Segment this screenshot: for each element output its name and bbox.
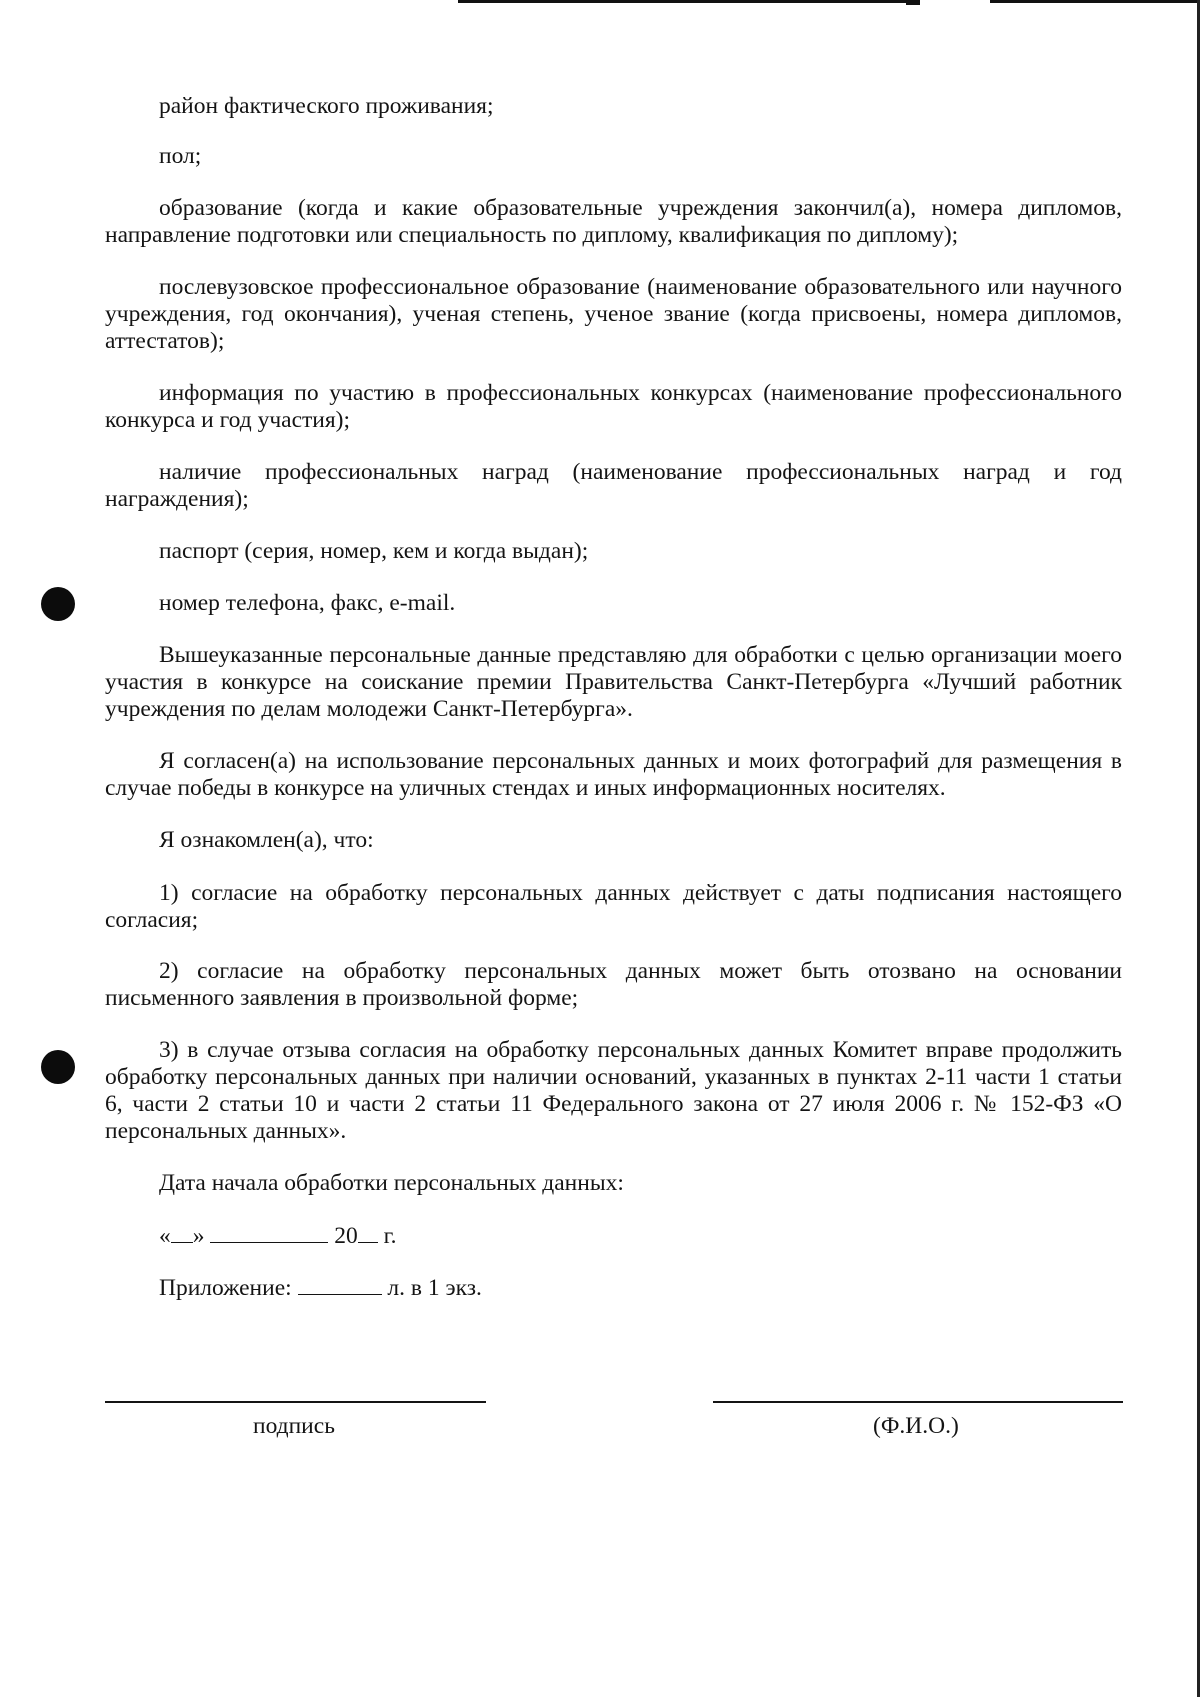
attachment-blank	[298, 1274, 382, 1295]
list-item-education: образование (когда и какие образовательные учреждения закончил(а), номера дипломов, направление подготовки или специальность по диплому, квалификация по диплому);	[105, 195, 1122, 248]
purpose-paragraph: Вышеуказанные персональные данные представляю для обработки с целью организации моего участия в конкурсе на соискание премии Правительства Санкт-Петербурга «Лучший работник учреждения по делам молодежи Санкт-Петербурга».	[105, 642, 1122, 722]
list-item-residence-district: район фактического проживания;	[159, 93, 494, 119]
scan-top-rule	[990, 0, 1200, 3]
year-blank	[358, 1222, 378, 1243]
list-item-contacts: номер телефона, факс, e-mail.	[159, 590, 456, 616]
attachment-suffix: л. в 1 экз.	[387, 1275, 482, 1301]
start-date-label: Дата начала обработки персональных данных:	[159, 1170, 624, 1196]
month-blank	[210, 1222, 328, 1243]
list-item-awards: наличие профессиональных наград (наименование профессиональных наград и год награждения);	[105, 459, 1122, 512]
full-name-caption: (Ф.И.О.)	[873, 1413, 959, 1439]
scan-top-mark	[906, 0, 920, 5]
photo-consent-paragraph: Я согласен(а) на использование персональных данных и моих фотографий для размещения в случае победы в конкурсе на уличных стендах и иных информационных носителях.	[105, 748, 1122, 801]
punch-hole	[41, 587, 75, 621]
acknowledged-point: 2) согласие на обработку персональных данных может быть отозвано на основании письменного заявления в произвольной форме;	[105, 958, 1122, 1011]
attachment-line	[105, 1274, 1122, 1302]
day-blank	[171, 1222, 193, 1243]
punch-hole	[41, 1050, 75, 1084]
date-open-quote: «	[159, 1223, 171, 1249]
date-line	[105, 1222, 1122, 1250]
acknowledged-intro: Я ознакомлен(а), что:	[159, 827, 374, 853]
date-close-quote: »	[192, 1223, 205, 1249]
year-prefix: 20	[334, 1223, 358, 1249]
list-item-sex: пол;	[159, 143, 202, 169]
scan-top-rule	[458, 0, 906, 3]
list-item-contests: информация по участию в профессиональных конкурсах (наименование профессионального конкурса и год участия);	[105, 380, 1122, 433]
signature-line	[105, 1401, 486, 1403]
full-name-line	[713, 1401, 1123, 1403]
acknowledged-point: 1) согласие на обработку персональных данных действует с даты подписания настоящего согласия;	[105, 880, 1122, 933]
year-suffix: г.	[377, 1223, 397, 1249]
acknowledged-point: 3) в случае отзыва согласия на обработку персональных данных Комитет вправе продолжить обработку персональных данных при наличии оснований, указанных в пунктах 2-11 части 1 статьи 6, части 2 статьи 10 и части 2 статьи 11 Федерального закона от 27 июля 2006 г. № 152-ФЗ «О персональных данных».	[105, 1037, 1122, 1144]
list-item-passport: паспорт (серия, номер, кем и когда выдан);	[159, 538, 589, 564]
attachment-label: Приложение:	[159, 1275, 292, 1301]
list-item-postgraduate-education: послевузовское профессиональное образование (наименование образовательного или научного учреждения, год окончания), ученая степень, ученое звание (когда присвоены, номера дипломов, аттестатов);	[105, 274, 1122, 354]
signature-caption: подпись	[253, 1413, 335, 1439]
